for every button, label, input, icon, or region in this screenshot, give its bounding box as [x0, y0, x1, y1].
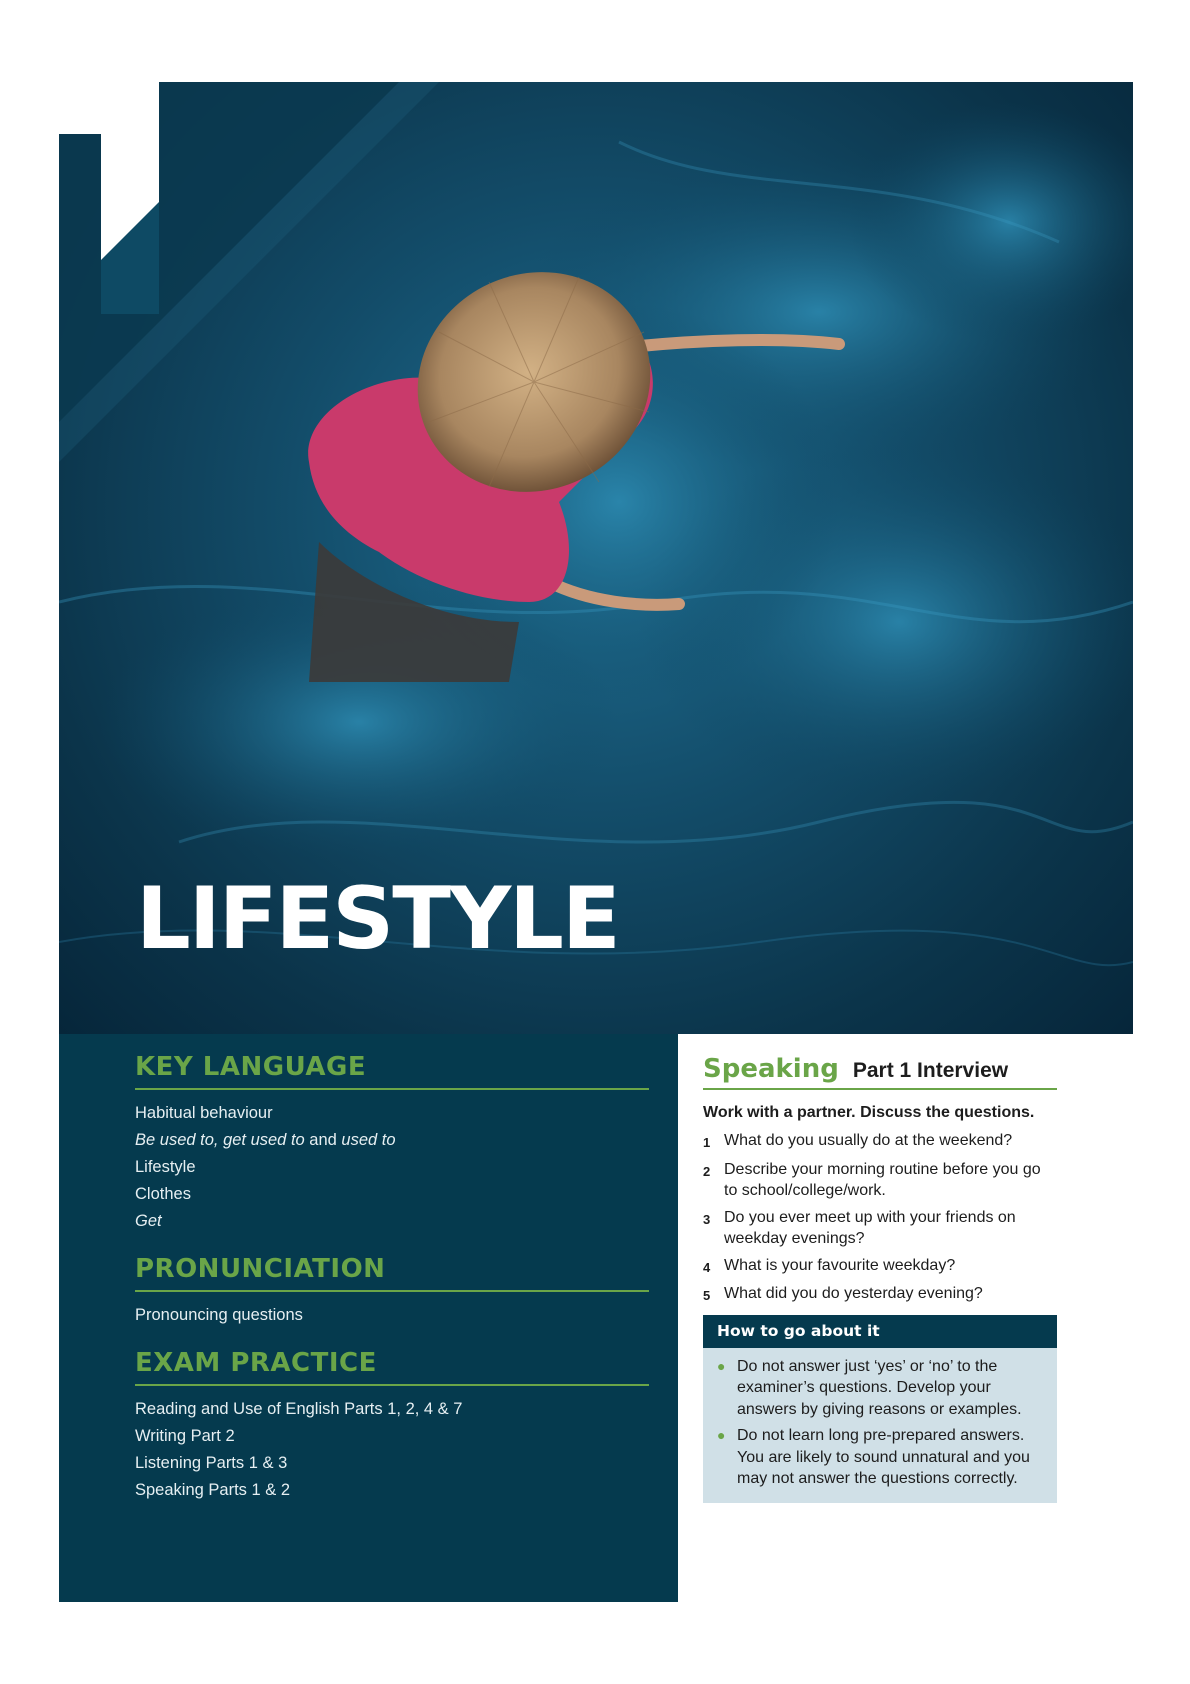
question-item	[703, 1130, 1057, 1154]
question-item	[703, 1159, 1057, 1202]
tip-item	[717, 1425, 1045, 1490]
list-item-text: Writing Part 2	[135, 1427, 235, 1445]
list-item-text: Reading and Use of English Parts 1, 2, 4 & 7	[135, 1400, 463, 1418]
question-number: 3	[703, 1211, 711, 1227]
chapter-overview-panel	[59, 1034, 678, 1602]
speaking-section	[703, 1054, 1057, 1503]
list-item	[135, 1450, 649, 1477]
section-heading: EXAM PRACTICE	[135, 1348, 649, 1386]
list-item	[135, 1423, 649, 1450]
list-item	[135, 1181, 649, 1208]
question-item	[703, 1283, 1057, 1307]
speaking-title: Speaking	[703, 1054, 839, 1084]
list-item	[135, 1396, 649, 1423]
tip-text: Do not learn long pre-prepared answers. You are likely to sound unnatural and you may not answer the questions correctly.	[737, 1427, 1030, 1487]
list-item	[135, 1154, 649, 1181]
question-number: 4	[703, 1259, 711, 1275]
list-item	[135, 1302, 649, 1329]
key-language-list	[135, 1100, 649, 1235]
list-item-text-part: and	[304, 1131, 342, 1149]
question-item	[703, 1207, 1057, 1250]
list-item-text: Clothes	[135, 1185, 191, 1203]
question-number: 1	[703, 1135, 711, 1150]
question-list	[703, 1130, 1057, 1307]
tip-text: Do not answer just ‘yes’ or ‘no’ to the examiner’s questions. Develop your answers by giving reasons or examples.	[737, 1357, 1022, 1418]
question-text: Describe your morning routine before you go to school/college/work.	[724, 1160, 1041, 1199]
pronunciation-list	[135, 1302, 649, 1329]
chapter-title: LIFESTYLE	[136, 869, 619, 969]
question-number: 5	[703, 1288, 711, 1303]
list-item-text: Get	[135, 1212, 162, 1230]
exam-practice-list	[135, 1396, 649, 1504]
question-text: What do you usually do at the weekend?	[724, 1132, 1013, 1149]
tip-item	[717, 1356, 1045, 1421]
bullet-dot-icon: ●	[717, 1427, 726, 1443]
section-heading: PRONUNCIATION	[135, 1254, 649, 1292]
tip-list	[703, 1348, 1057, 1503]
list-item	[135, 1208, 649, 1235]
list-item-text: Lifestyle	[135, 1158, 196, 1176]
list-item-text-part: used to	[341, 1131, 396, 1149]
list-item-text: Habitual behaviour	[135, 1104, 273, 1122]
list-item	[135, 1100, 649, 1127]
section-heading: KEY LANGUAGE	[135, 1052, 649, 1090]
tip-heading: How to go about it	[703, 1315, 1057, 1348]
question-number: 2	[703, 1163, 711, 1179]
how-to-tip-box	[703, 1315, 1057, 1503]
speaking-subtitle: Part 1 Interview	[852, 1059, 1009, 1082]
list-item-text-part: ,	[213, 1131, 224, 1149]
question-text: Do you ever meet up with your friends on weekday evenings?	[724, 1208, 1016, 1247]
list-item-text-part: get used to	[223, 1131, 305, 1149]
exam-practice-section	[135, 1348, 649, 1504]
list-item-text-part: Be used to	[135, 1131, 214, 1149]
list-item-text: Pronouncing questions	[135, 1306, 303, 1324]
bullet-dot-icon: ●	[717, 1357, 726, 1374]
list-item-text: Listening Parts 1 & 3	[135, 1454, 288, 1472]
question-text: What is your favourite weekday?	[724, 1256, 956, 1274]
list-item	[135, 1477, 649, 1504]
question-text: What did you do yesterday evening?	[724, 1285, 983, 1302]
pronunciation-section	[135, 1254, 649, 1329]
speaking-header	[703, 1054, 1057, 1090]
speaking-instruction: Work with a partner. Discuss the questions.	[703, 1104, 1035, 1121]
list-item	[135, 1127, 649, 1154]
key-language-section	[135, 1052, 649, 1235]
question-item	[703, 1255, 1057, 1279]
chapter-number-graphic	[59, 82, 159, 314]
list-item-text: Speaking Parts 1 & 2	[135, 1481, 291, 1499]
